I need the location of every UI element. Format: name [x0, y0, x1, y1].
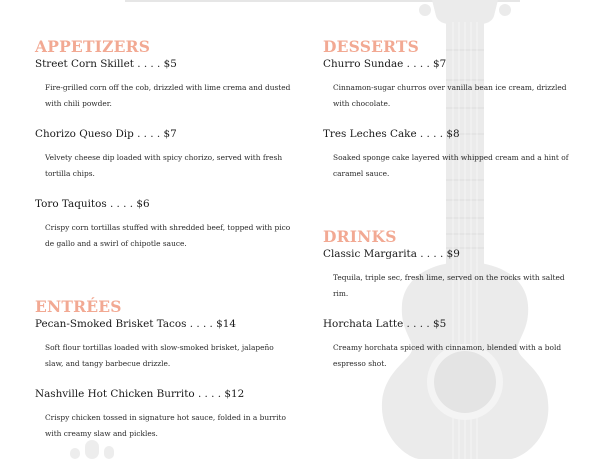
menu-item-description: Tequila, triple sec, fresh lime, served on the rocks with salted rim.	[333, 273, 565, 298]
menu-item-title: Nashville Hot Chicken Burrito . . . . $12	[35, 388, 245, 400]
menu-item-description: Soft flour tortillas loaded with slow-smoked brisket, jalapeño slaw, and tangy barbecue drizzle.	[45, 343, 274, 368]
menu-item-title: Street Corn Skillet . . . . $5	[35, 58, 177, 70]
menu-item-title: Toro Taquitos . . . . $6	[35, 198, 150, 210]
entrees-heading: ENTRÉES	[35, 297, 122, 316]
drinks-heading: DRINKS	[323, 227, 397, 246]
menu-item-description: Crispy chicken tossed in signature hot sauce, folded in a burrito with creamy slaw and pickles.	[45, 413, 286, 438]
menu-item-title: Pecan-Smoked Brisket Tacos . . . . $14	[35, 318, 236, 330]
menu-item-description: Cinnamon-sugar churros over vanilla bean ice cream, drizzled with chocolate.	[333, 83, 567, 108]
menu-item-title: Chorizo Queso Dip . . . . $7	[35, 128, 177, 140]
appetizers-heading: APPETIZERS	[35, 37, 151, 56]
menu-item-description: Crispy corn tortillas stuffed with shredded beef, topped with pico de gallo and a swirl of chipotle sauce.	[45, 223, 291, 248]
menu-item-title: Horchata Latte . . . . $5	[323, 318, 447, 330]
menu-item-description: Creamy horchata spiced with cinnamon, blended with a bold espresso shot.	[333, 343, 562, 368]
menu-item-title: Classic Margarita . . . . $9	[323, 248, 460, 260]
menu-item-title: Churro Sundae . . . . $7	[323, 58, 447, 70]
menu-item-description: Velvety cheese dip loaded with spicy chorizo, served with fresh tortilla chips.	[45, 153, 283, 178]
menu-item-description: Soaked sponge cake layered with whipped cream and a hint of caramel sauce.	[333, 153, 569, 178]
desserts-heading: DESSERTS	[323, 37, 420, 56]
menu-item-description: Fire-grilled corn off the cob, drizzled with lime crema and dusted with chili powder.	[45, 83, 291, 108]
menu-item-title: Tres Leches Cake . . . . $8	[323, 128, 460, 140]
